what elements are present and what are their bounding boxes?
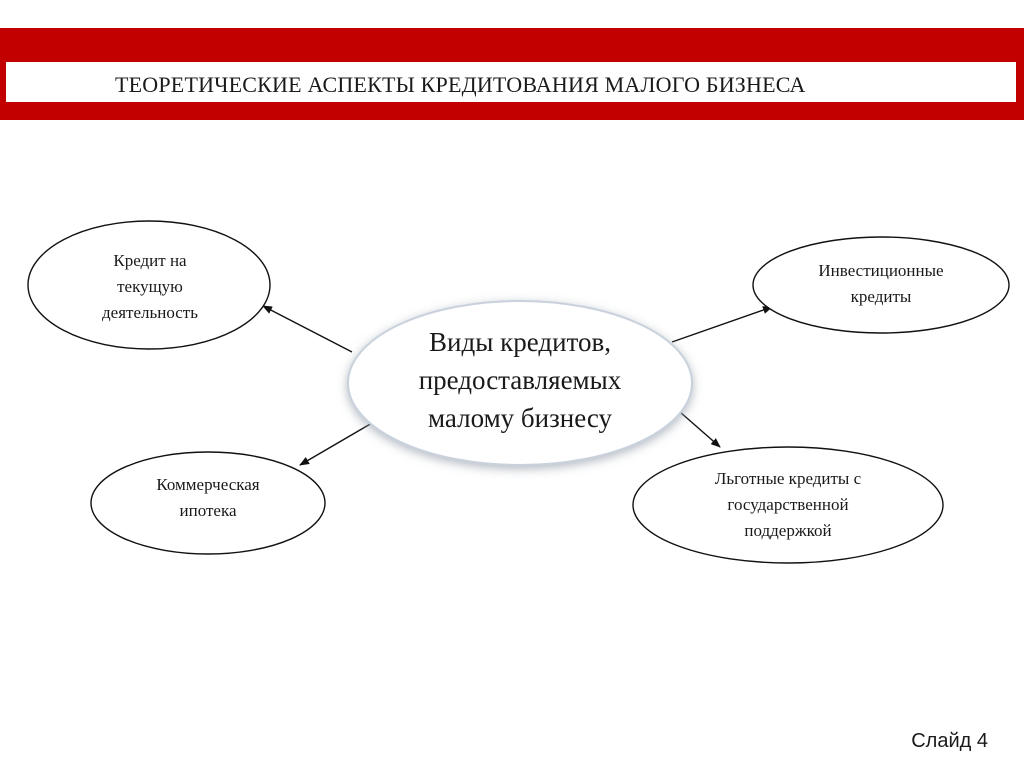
- arrow-to-commercial-mortgage: [300, 423, 372, 465]
- center-node-label: [368, 322, 672, 438]
- current-credit-label: [50, 248, 250, 326]
- investment-credit-line-1: Инвестиционные: [818, 261, 944, 280]
- center-line-1: Виды кредитов,: [429, 327, 611, 357]
- investment-credit-label: [776, 258, 986, 310]
- slide-title: ТЕОРЕТИЧЕСКИЕ АСПЕКТЫ КРЕДИТОВАНИЯ МАЛОГО БИЗНЕСА: [115, 72, 806, 97]
- center-line-2: предоставляемых: [418, 365, 622, 395]
- current-credit-line-2: текущую: [117, 277, 183, 296]
- investment-credit-line-2: кредиты: [850, 287, 912, 306]
- arrow-to-current-credit: [263, 306, 352, 352]
- commercial-mortgage-label: [108, 472, 308, 524]
- arrow-to-investment-credit: [672, 307, 772, 342]
- slide-number: Слайд 4: [911, 730, 988, 752]
- commercial-mortgage-line-1: Коммерческая: [156, 475, 260, 494]
- arrow-to-preferential-credit: [680, 412, 720, 447]
- preferential-credit-line-2: государственной: [727, 495, 849, 514]
- commercial-mortgage-line-2: ипотека: [179, 501, 237, 520]
- current-credit-line-1: Кредит на: [113, 251, 187, 270]
- preferential-credit-label: [658, 466, 918, 544]
- center-line-3: малому бизнесу: [427, 403, 612, 433]
- preferential-credit-line-3: поддержкой: [744, 521, 832, 540]
- current-credit-line-3: деятельность: [102, 303, 198, 322]
- preferential-credit-line-1: Льготные кредиты с: [714, 469, 862, 488]
